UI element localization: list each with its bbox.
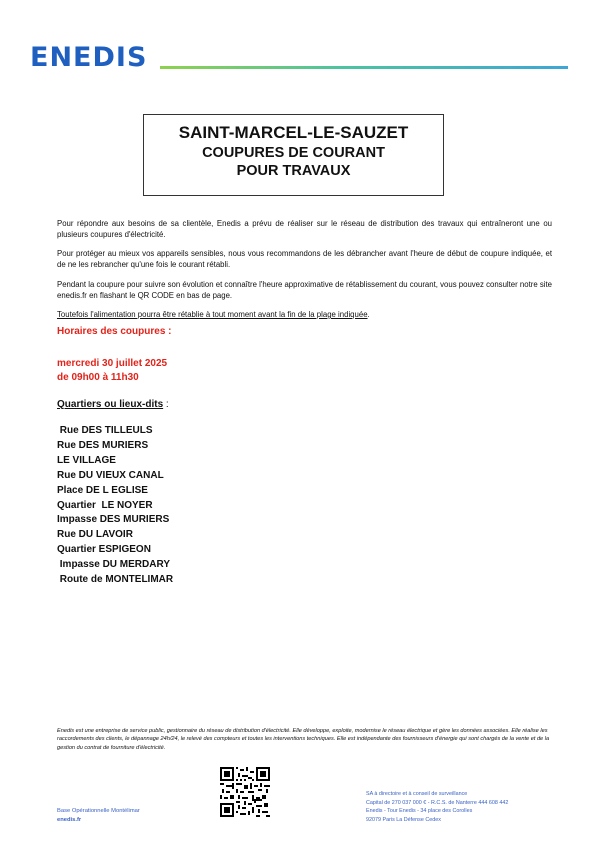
base-label: Base Opérationnelle Montélimar (57, 808, 140, 814)
schedule-time: de 09h00 à 11h30 (57, 372, 139, 383)
protection-paragraph: Pour protéger au mieux vos appareils sensibles, nous vous recommandons de les débrancher avant l'heure de début de coupure indiquée, et de ne les rebrancher qu'une fois le courant rétabli. (57, 249, 552, 270)
company-line-2: Capital de 270 037 000 € - R.C.S. de Nanterre 444 608 442 (366, 799, 509, 806)
title-line-2: POUR TRAVAUX (236, 163, 351, 179)
company-line-4: 92079 Paris La Défense Cedex (366, 816, 441, 823)
company-line-1: SA à directoire et à conseil de surveillance (366, 791, 468, 797)
qr-code-icon[interactable] (220, 767, 270, 817)
schedule-block (57, 357, 167, 385)
page-title: SAINT-MARCEL-LE-SAUZET (178, 123, 409, 142)
list-item: Rue DES MURIERS (57, 439, 149, 451)
list-item: Rue DU VIEUX CANAL (57, 469, 164, 481)
title-line-1: COUPURES DE COURANT (202, 145, 385, 161)
areas-colon: : (163, 399, 169, 410)
schedule-date: mercredi 30 juillet 2025 (57, 358, 168, 369)
header-divider (160, 66, 568, 69)
company-line-3: Enedis - Tour Enedis - 34 place des Corolles (366, 808, 473, 815)
list-item: Route de MONTELIMAR (57, 574, 174, 586)
company-info (366, 790, 508, 824)
list-item: Place DE L EGLISE (57, 484, 148, 496)
legal-notice: Enedis est une entreprise de service public, gestionnaire du réseau de distribution d'électricité. Elle développe, exploite, modernise le réseau électrique et gère les données associées. Elle réalise les raccordements des clients, le dépannage 24h/24, le relevé des compteurs et toutes les interventions techniques. Elle est indépendante des fournisseurs d'énergie qui sont chargés de la vente et de la gestion du contrat de fourniture d'électricité. (57, 728, 550, 751)
list-item: Quartier LE NOYER (57, 499, 153, 511)
list-item: Quartier ESPIGEON (57, 544, 151, 556)
enedis-logo: ENEDIS (30, 42, 148, 73)
areas-heading (57, 398, 169, 411)
title-box (143, 114, 444, 196)
followup-paragraph: Pendant la coupure pour suivre son évolution et connaître l'heure approximative de rétablissement du courant, vous pouvez consulter notre site enedis.fr en flashant le QR CODE en bas de page. (57, 280, 552, 301)
restore-notice (57, 309, 552, 320)
restore-notice-end: . (367, 310, 370, 319)
list-item: Rue DU LAVOIR (57, 529, 133, 541)
areas-label: Quartiers ou lieux-dits (57, 399, 164, 410)
list-item: Rue DES TILLEULS (57, 425, 153, 436)
restore-notice-text: Toutefois l'alimentation pourra être rétablie à tout moment avant la fin de la plage indiquée (57, 310, 368, 319)
footer-left (57, 807, 140, 824)
site-link[interactable]: enedis.fr (57, 816, 82, 823)
list-item: Impasse DU MERDARY (57, 559, 170, 571)
street-list (57, 424, 173, 588)
intro-paragraph: Pour répondre aux besoins de sa clientèle, Enedis a prévu de réaliser sur le réseau de distribution des travaux qui entraîneront une ou plusieurs coupures d'électricité. (57, 219, 552, 240)
list-item: LE VILLAGE (57, 454, 116, 466)
list-item: Impasse DES MURIERS (57, 514, 170, 526)
schedule-label: Horaires des coupures : (57, 326, 172, 337)
